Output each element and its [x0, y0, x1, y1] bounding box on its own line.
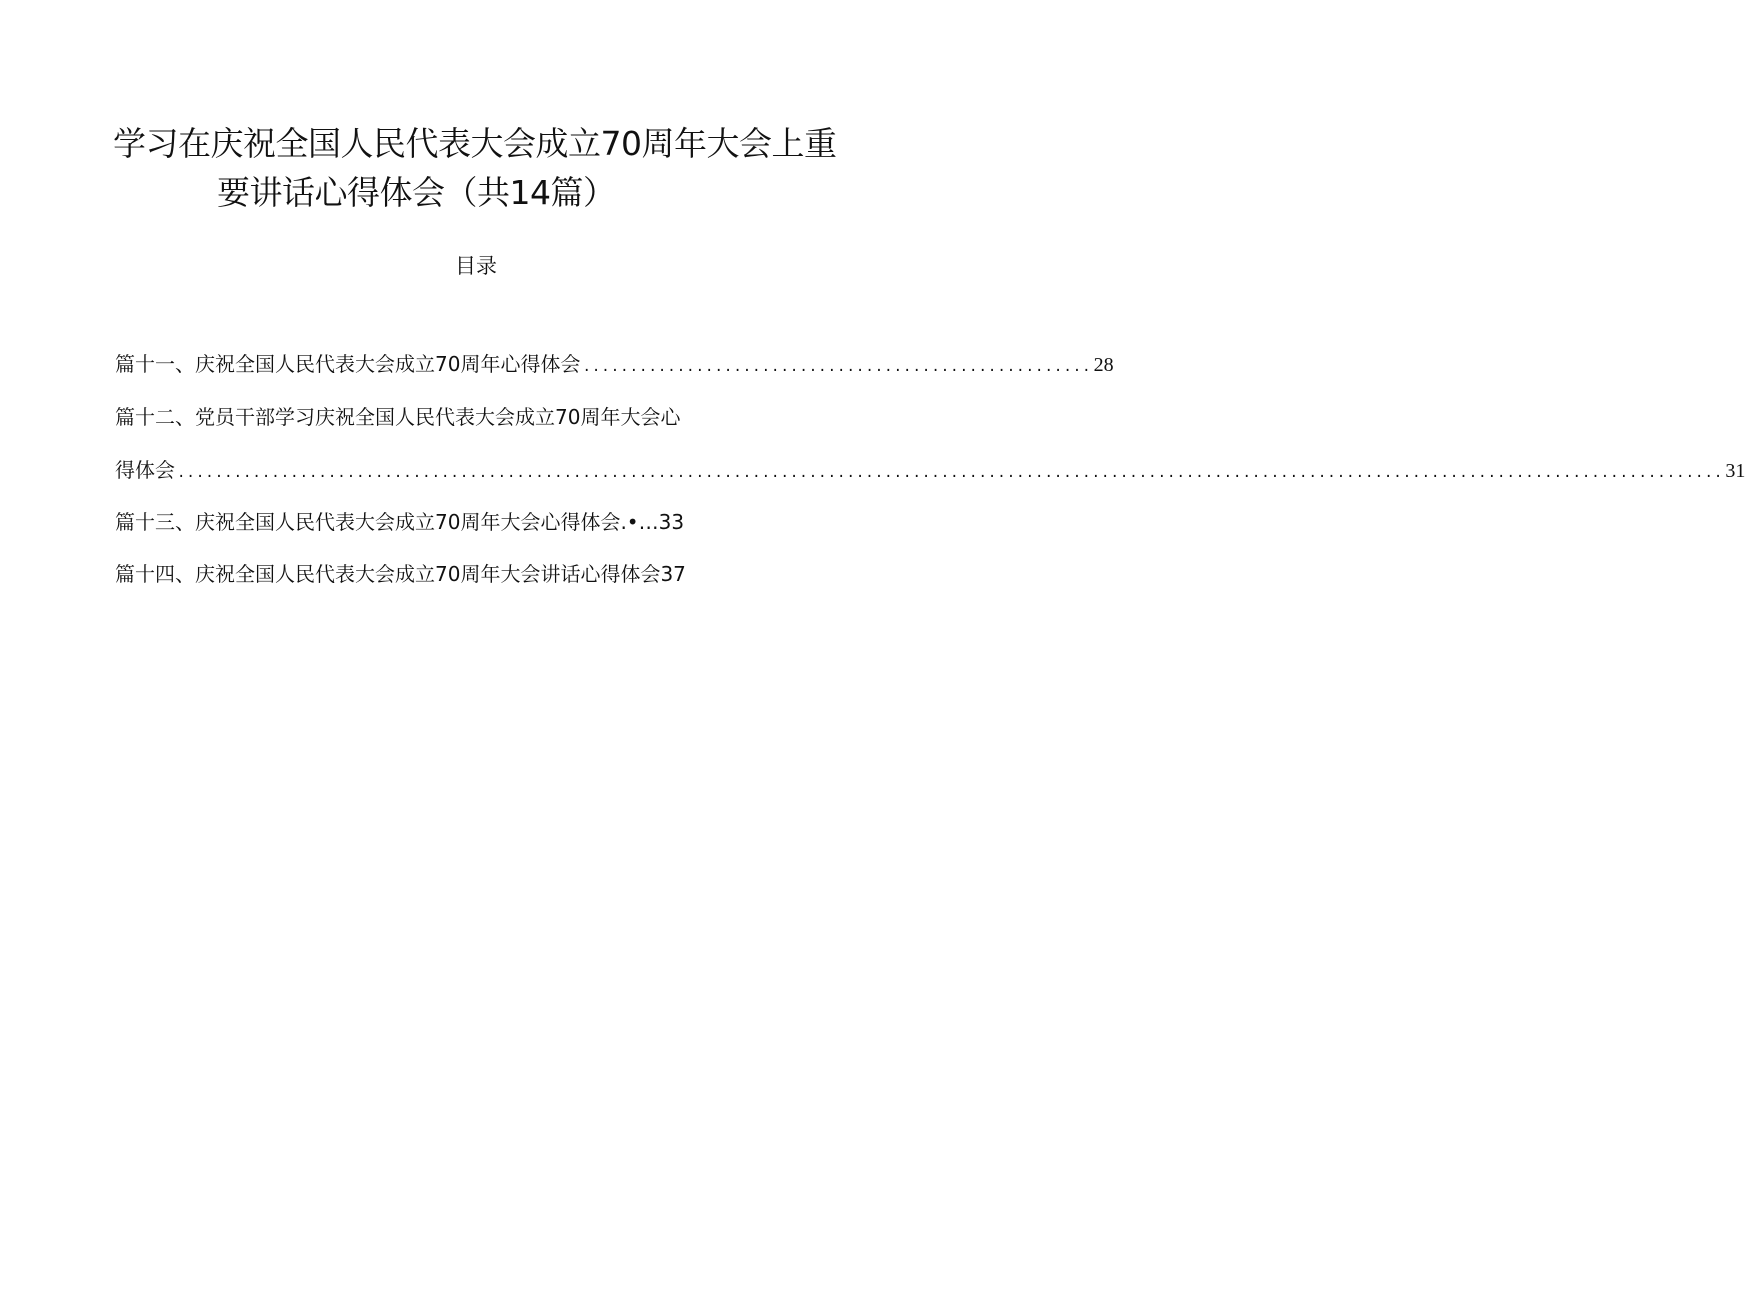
toc-entry-14[interactable]: 篇十四、庆祝全国人民代表大会成立70周年大会讲话心得体会37	[115, 562, 686, 586]
toc-entry-title: 篇十一、庆祝全国人民代表大会成立70周年心得体会	[115, 352, 581, 376]
toc-entry-12-line-1[interactable]: 篇十二、党员干部学习庆祝全国人民代表大会成立70周年大会心	[115, 405, 681, 429]
toc-dot-leader: ......................................................	[582, 359, 1092, 375]
document-title-line-1: 学习在庆祝全国人民代表大会成立70周年大会上重	[113, 124, 837, 163]
toc-page-number: 28	[1093, 354, 1114, 376]
toc-entry-11[interactable]	[115, 352, 1114, 376]
document-title-line-2: 要讲话心得体会（共14篇）	[217, 173, 616, 212]
toc-entry-title: 得体会	[115, 458, 175, 482]
toc-entry-13[interactable]: 篇十三、庆祝全国人民代表大会成立70周年大会心得体会.•…33	[115, 510, 685, 534]
toc-heading: 目录	[455, 254, 497, 278]
toc-dot-leader: ....................................................................................................................................................................	[177, 465, 1724, 481]
toc-page-number: 31	[1725, 460, 1745, 482]
toc-entry-12-line-2[interactable]	[115, 458, 1745, 482]
